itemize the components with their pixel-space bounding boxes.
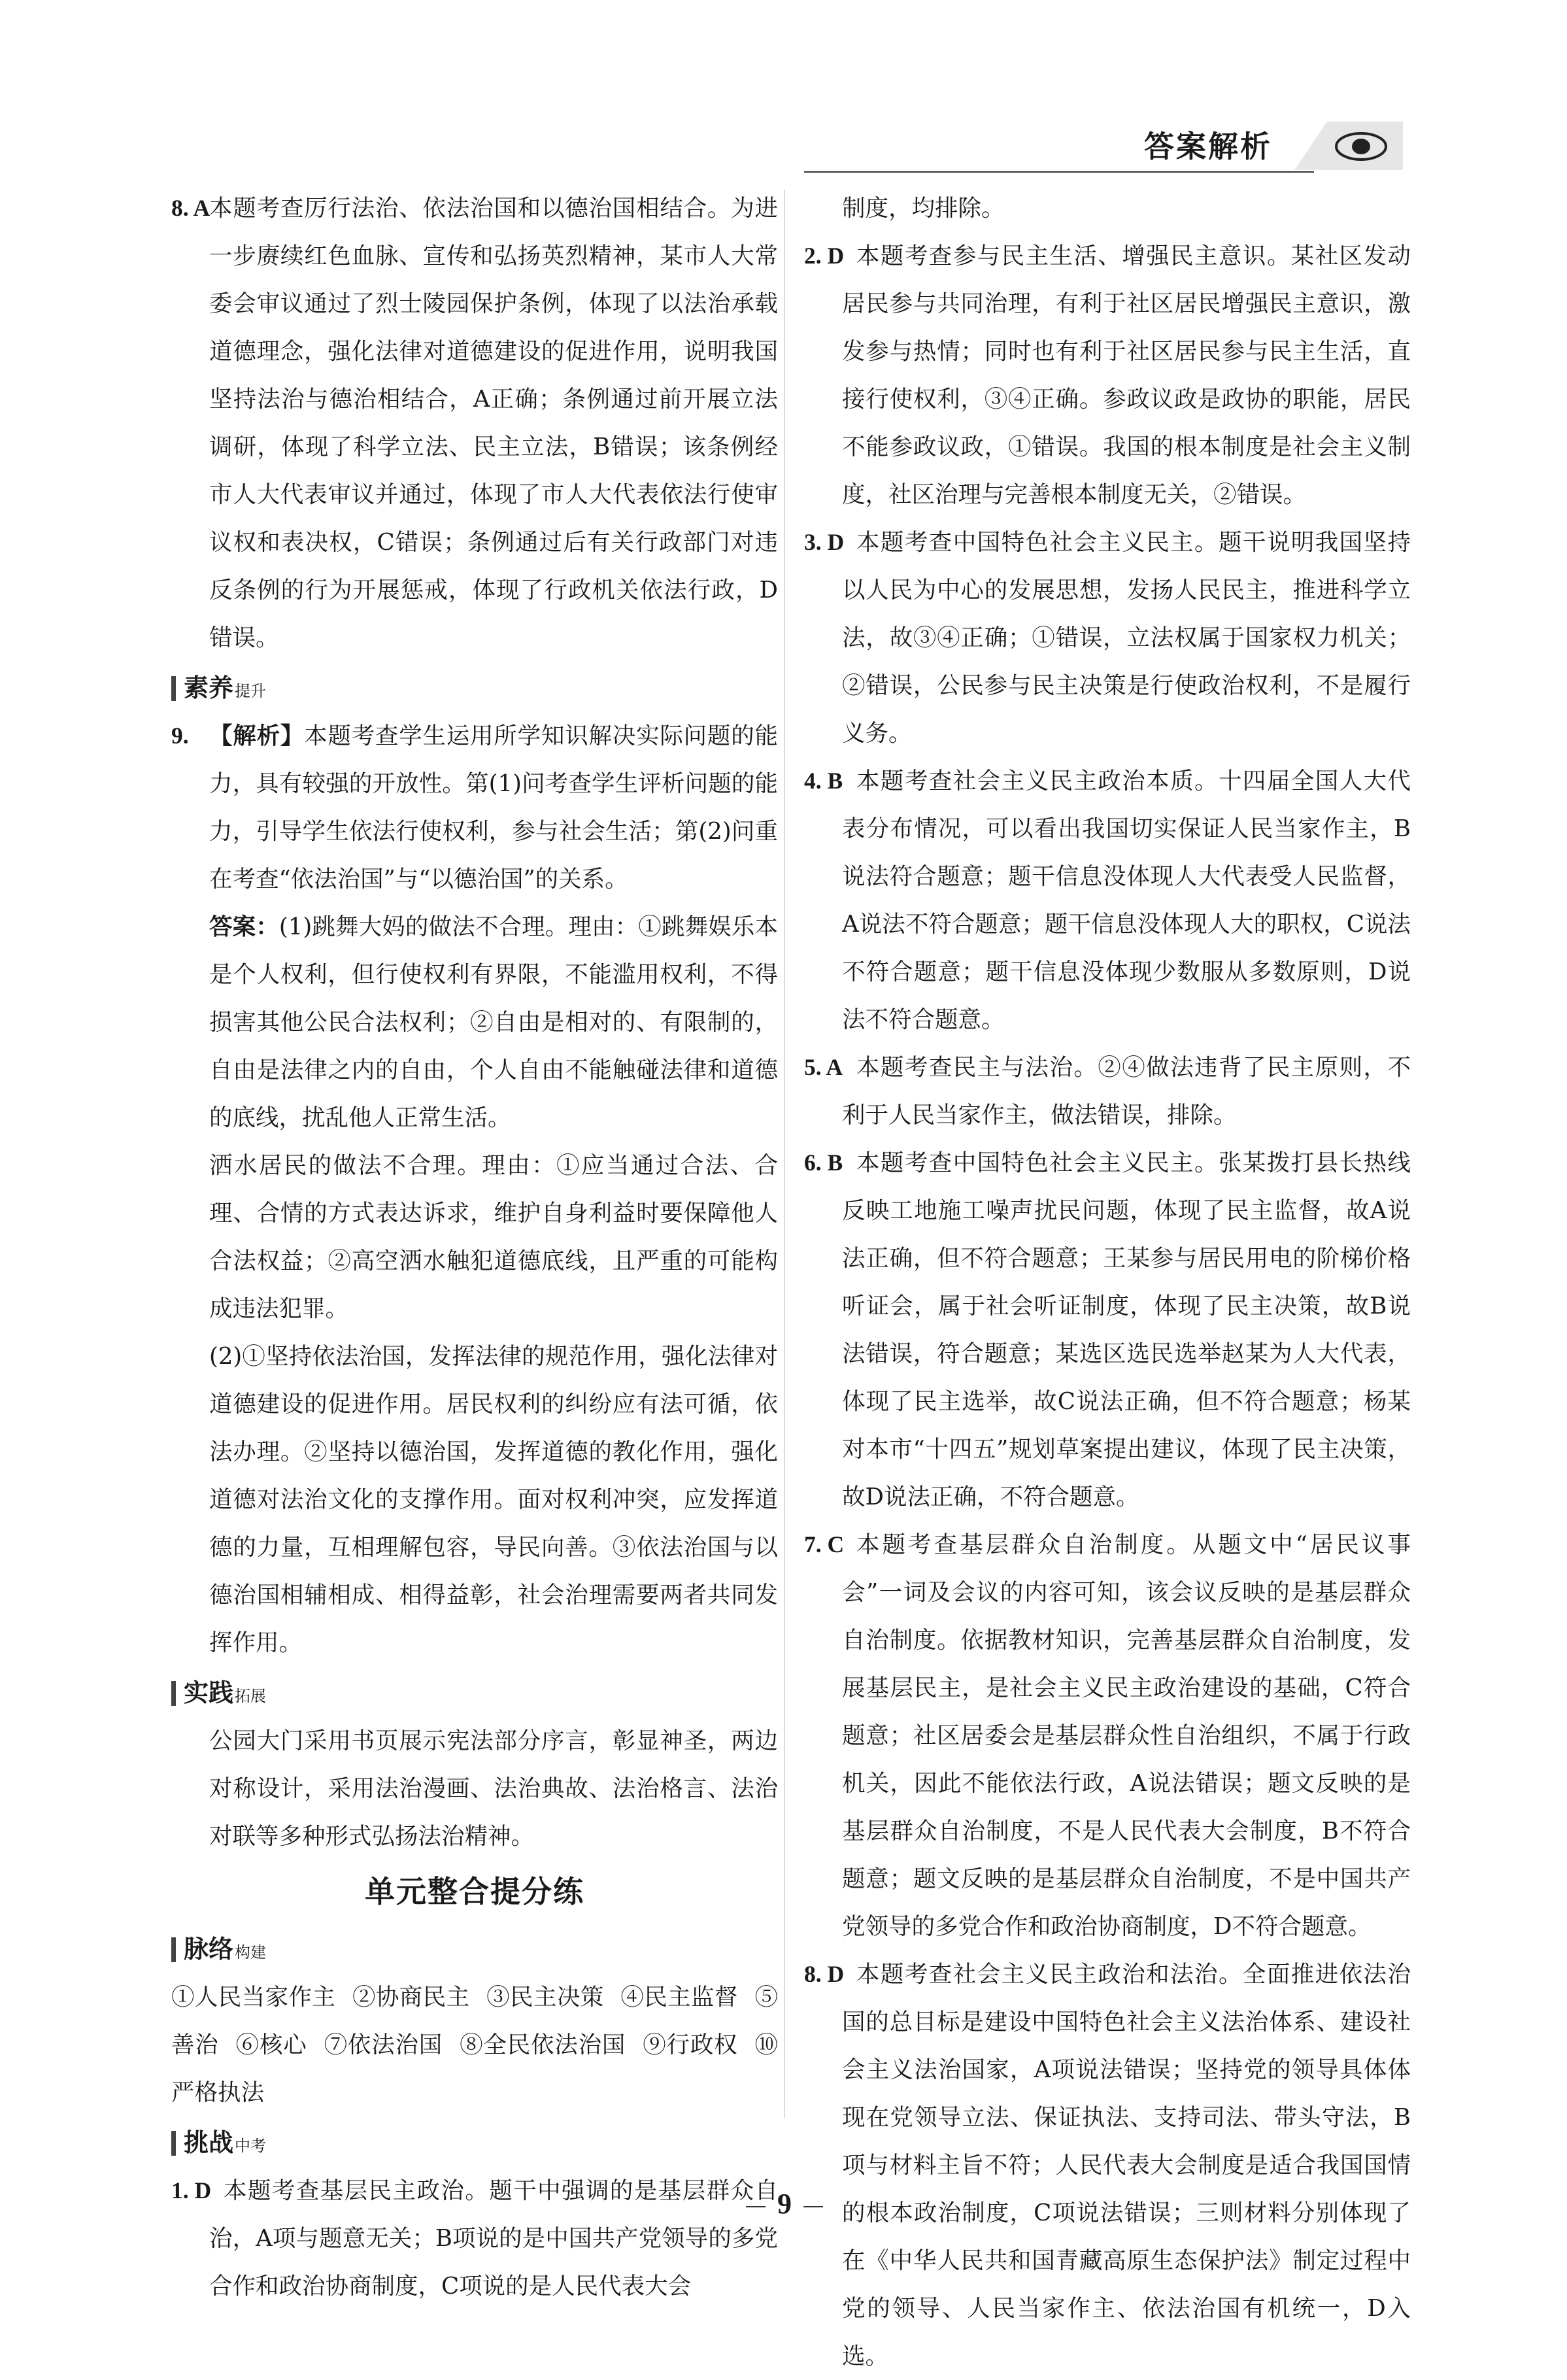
section-bar: [171, 1937, 176, 1962]
item-number: 8. D: [804, 1961, 845, 1987]
item-number: 1. D: [171, 2177, 212, 2203]
right-column: [804, 184, 1411, 2380]
answer-item: [804, 518, 1411, 757]
item-text: 本题考查社会主义民主政治本质。十四届全国人大代表分布情况，可以看出我国切实保证人民当家作主，B说法符合题意；题干信息没体现人大代表受人民监督，A说法不符合题意；题干信息没体现人大的职权，C说法不符合题意；题干信息没体现少数服从多数原则，D说法不符合题意。: [842, 768, 1411, 1033]
item-text: 本题考查中国特色社会主义民主。张某拨打县长热线反映工地施工噪声扰民问题，体现了民主监督，故A说法正确，但不符合题意；王某参与居民用电的阶梯价格听证会，属于社会听证制度，体现了民主决策，故B说法错误，符合题意；某选区选民选举赵某为人大代表，体现了民主选举，故C说法正确，但不符合题意；杨某对本市“十四五”规划草案提出建议，体现了民主决策，故D说法正确，不符合题意。: [842, 1149, 1411, 1510]
section-bar: [171, 1681, 176, 1706]
item-number: 6. B: [804, 1149, 843, 1176]
item-number: 8. A: [171, 195, 211, 221]
left-column: [171, 184, 778, 2310]
answer-text: 洒水居民的做法不合理。理由：①应当通过合法、合理、合情的方式表达诉求，维护自身利益时要保障他人合法权益；②高空洒水触犯道德底线，且严重的可能构成违法犯罪。: [209, 1152, 778, 1322]
section-heading: 挑战 中考: [171, 2119, 778, 2167]
publisher-logo-icon: [1288, 118, 1406, 175]
item-text: 本题考查民主与法治。②④做法违背了民主原则，不利于人民当家作主，做法错误，排除。: [842, 1054, 1411, 1129]
item-number: 4. B: [804, 768, 843, 794]
answer-text: (2)①坚持依法治国，发挥法律的规范作用，强化法律对道德建设的促进作用。居民权利的纠纷应有法可循，依法办理。②坚持以德治国，发挥道德的教化作用，强化道德对法治文化的支撑作用。面对权利冲突，应发挥道德的力量，互相理解包容，导民向善。③依法治国与以德治国相辅相成、相得益彰，社会治理需要两者共同发挥作用。: [209, 1343, 778, 1656]
answer-item: [804, 757, 1411, 1044]
item-text: 本题考查中国特色社会主义民主。题干说明我国坚持以人民为中心的发展思想，发扬人民民主，推进科学立法，故③④正确；①错误，立法权属于国家权力机关；②错误，公民参与民主决策是行使政治权利，不是履行义务。: [842, 529, 1411, 747]
answer-item: [171, 2167, 778, 2310]
section-heading: 脉络 构建: [171, 1926, 778, 1973]
item-number: 7. C: [804, 1531, 845, 1557]
item-text: 本题考查基层民主政治。题干中强调的是基层群众自治，A项与题意无关；B项说的是中国共产党领导的多党合作和政治协商制度，C项说的是人民代表大会: [209, 2177, 778, 2300]
header-title: 答案解析: [1144, 129, 1272, 164]
item-number: 3. D: [804, 529, 845, 555]
item-text: 本题考查社会主义民主政治和法治。全面推进依法治国的总目标是建设中国特色社会主义法治体系、建设社会主义法治国家，A项说法错误；坚持党的领导具体体现在党领导立法、保证执法、支持司法、带头守法，B项与材料主旨不符；人民代表大会制度是适合我国国情的根本政治制度，C项说法错误；三则材料分别体现了在《中华人民共和国青藏高原生态保护法》制定过程中党的领导、人民当家作主、依法治国有机统一，D入选。: [842, 1961, 1411, 2370]
page-number: 9: [719, 2187, 850, 2220]
answer-item: [804, 1044, 1411, 1139]
answer-item: [804, 232, 1411, 518]
practice-text: 公园大门采用书页展示宪法部分序言，彰显神圣，两边对称设计，采用法治漫画、法治典故、法治格言、法治对联等多种形式弘扬法治精神。: [209, 1727, 778, 1850]
answer-item: [804, 1950, 1411, 2380]
answer-text: 答案：(1)跳舞大妈的做法不合理。理由：①跳舞娱乐本是个人权利，但行使权利有界限，不能滥用权利，不得损害其他公民合法权利；②自由是相对的、有限制的，自由是法律之内的自由，个人自由不能触碰法律和道德的底线，扰乱他人正常生活。: [209, 913, 778, 1131]
item-text: 本题考查厉行法治、依法治国和以德治国相结合。为进一步赓续红色血脉、宣传和弘扬英烈精神，某市人大常委会审议通过了烈士陵园保护条例，体现了以法治承载道德理念，强化法律对道德建设的促进作用，说明我国坚持法治与德治相结合，A正确；条例通过前开展立法调研，体现了科学立法、民主立法，B错误；该条例经市人大代表审议并通过，体现了市人大代表依法行使审议权和表决权，C错误；条例通过后有关行政部门对违反条例的行为开展惩戒，体现了行政机关依法行政，D错误。: [209, 195, 778, 651]
item-text: 本题考查基层群众自治制度。从题文中“居民议事会”一词及会议的内容可知，该会议反映的是基层群众自治制度。依据教材知识，完善基层群众自治制度，发展基层民主，是社会主义民主政治建设的基础，C符合题意；社区居委会是基层群众性自治组织，不属于行政机关，因此不能依法行政，A说法错误；题文反映的是基层群众自治制度，不是人民代表大会制度，B不符合题意；题文反映的是基层群众自治制度，不是中国共产党领导的多党合作和政治协商制度，D不符合题意。: [842, 1531, 1411, 1940]
answer-text: 制度，均排除。: [842, 195, 1005, 222]
item-text: 本题考查参与民主生活、增强民主意识。某社区发动居民参与共同治理，有利于社区居民增强民主意识，激发参与热情；同时也有利于社区居民参与民主生活，直接行使权利，③④正确。参政议政是政协的职能，居民不能参政议政，①错误。我国的根本制度是社会主义制度，社区治理与完善根本制度无关，②错误。: [842, 243, 1411, 508]
header-rule: [804, 171, 1314, 173]
unit-title: 单元整合提分练: [365, 1874, 584, 1909]
section-heading: 素养 提升: [171, 664, 778, 712]
answer-item: [804, 1521, 1411, 1950]
column-divider: [784, 190, 785, 2118]
item-number: 5. A: [804, 1054, 843, 1080]
item-number: 9.: [171, 722, 189, 749]
answer-item: [171, 184, 778, 662]
section-heading: 实践 拓展: [171, 1669, 778, 1717]
section-bar: [171, 676, 176, 701]
item-number: 2. D: [804, 243, 845, 269]
answer-item: [804, 1139, 1411, 1521]
answer-item: 9. 【解析】本题考查学生运用所学知识解决实际问题的能力，具有较强的开放性。第(1)问考查学生评析问题的能力，引导学生依法行使权利，参与社会生活；第(2)问重在考查“依法治国”与“以德治国”的关系。: [171, 712, 778, 903]
section-bar: [171, 2131, 176, 2156]
network-text: ①人民当家作主 ②协商民主 ③民主决策 ④民主监督 ⑤善治 ⑥核心 ⑦依法治国 ⑧全民依法治国 ⑨行政权 ⑩严格执法: [171, 1984, 778, 2106]
